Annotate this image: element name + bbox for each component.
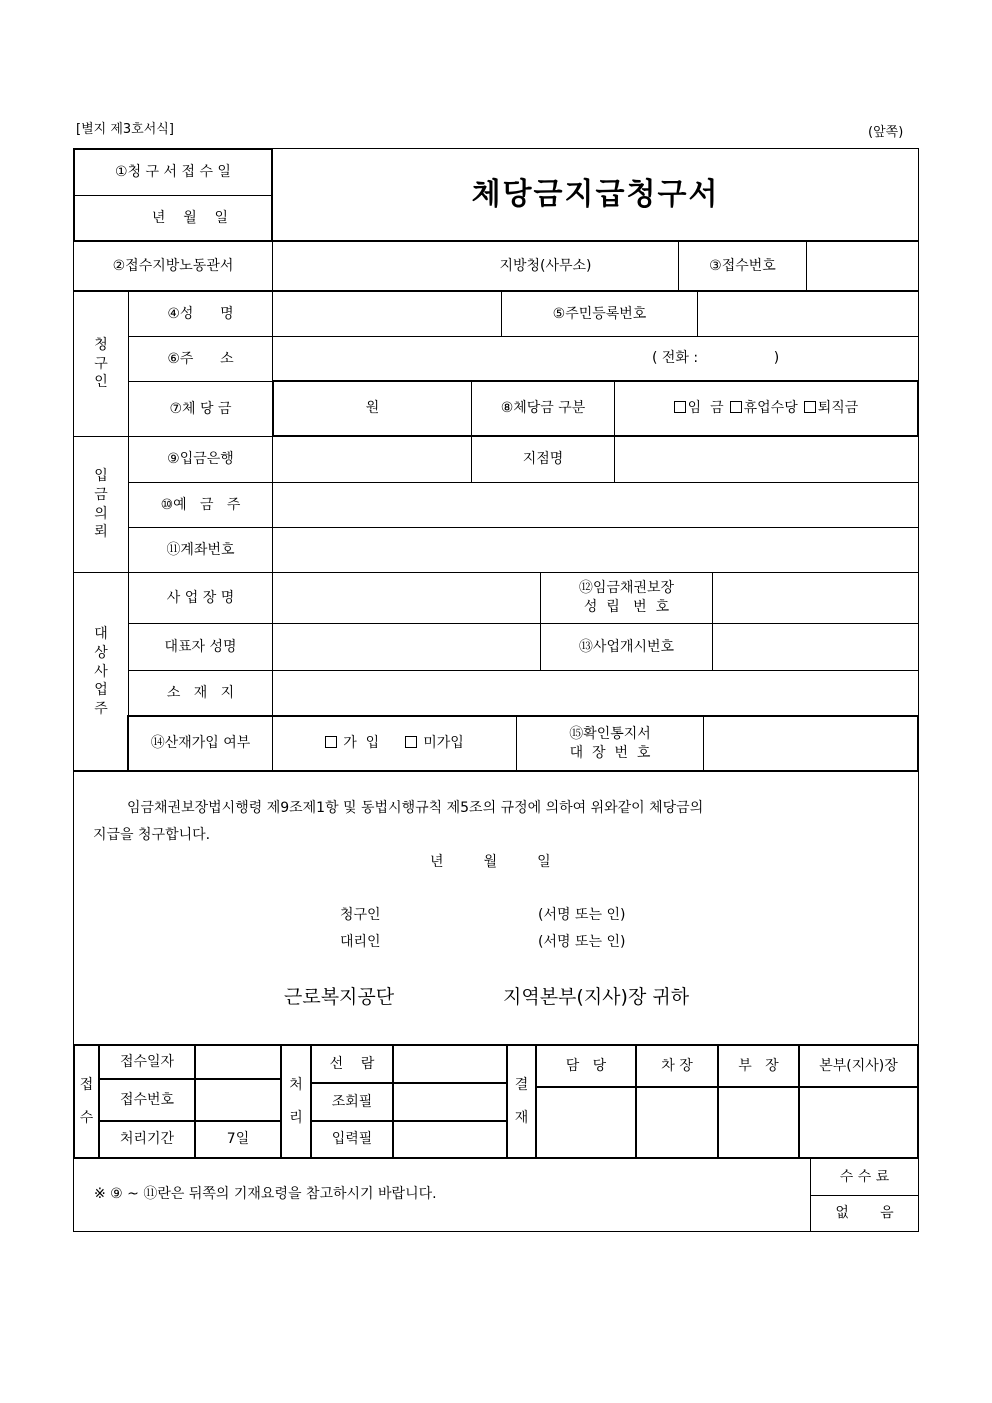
receipt-date-label: ①청 구 서 접 수 일: [115, 164, 231, 181]
approver-director: 본부(지사)장: [819, 1057, 898, 1074]
receipt-number-field[interactable]: [807, 242, 918, 290]
addressee-title: 지역본부(지사)장 귀하: [503, 986, 690, 1008]
section-char: 인: [94, 374, 108, 391]
divider: [73, 770, 919, 772]
section-char: 사: [94, 663, 108, 680]
section-char: 의: [94, 505, 108, 522]
checkbox-icon[interactable]: [730, 401, 742, 413]
approver-staff: 담 당: [565, 1057, 607, 1074]
bank-field[interactable]: [273, 437, 471, 482]
receipt-date-row-label: 접수일자: [119, 1053, 175, 1070]
page-title: 체당금지급청구서: [471, 176, 720, 212]
representative-label: 대표자 성명: [164, 638, 237, 655]
holder-field[interactable]: [273, 483, 918, 527]
phone-label: ( 전화 : ): [652, 350, 780, 366]
process-section-label: [282, 1046, 310, 1157]
amount-field[interactable]: [274, 382, 471, 434]
section-char: 청: [94, 336, 108, 353]
agent-sign-label: 대리인: [340, 934, 381, 950]
section-char: 접: [79, 1076, 94, 1093]
input-label: 입력필: [331, 1131, 373, 1148]
confirmation-number-label: [517, 717, 703, 770]
name-label: ④성 명: [167, 305, 234, 322]
option-label: 휴업수당: [743, 399, 798, 416]
statement-date: 년 월 일: [430, 854, 551, 870]
section-char: 입: [94, 467, 108, 484]
rrn-label: ⑤주민등록번호: [552, 305, 647, 322]
fee-value: 없 음: [835, 1205, 894, 1222]
receipt-number-label: ③접수번호: [709, 257, 776, 274]
insurance-options: [273, 717, 516, 770]
approver-deputy: 차 장: [661, 1057, 693, 1074]
label-line: 대 장 번 호: [569, 744, 651, 761]
approver-manager: 부 장: [738, 1057, 779, 1074]
approval-stamp-staff[interactable]: [537, 1088, 635, 1157]
section-char: 수: [79, 1109, 94, 1126]
branch-label: 지점명: [522, 451, 564, 468]
review-label: 선 람: [329, 1055, 375, 1072]
type-option-leave[interactable]: [730, 399, 798, 418]
option-label: 임 금: [687, 399, 724, 416]
approval-stamp-manager[interactable]: [719, 1088, 798, 1157]
insurance-option-joined[interactable]: [325, 734, 379, 753]
insurance-option-not-joined[interactable]: [405, 734, 464, 753]
label-line: ⑫임금채권보장: [578, 580, 675, 597]
type-label: ⑧체당금 구분: [500, 399, 586, 416]
section-char: 뢰: [94, 524, 108, 541]
inquiry-field[interactable]: [394, 1084, 506, 1120]
office-field[interactable]: [273, 242, 678, 290]
deposit-section-label: [74, 437, 128, 572]
option-label: 가 입: [343, 735, 380, 752]
period-value: 7일: [226, 1131, 250, 1148]
business-name-label: 사 업 장 명: [166, 589, 235, 606]
account-field[interactable]: [273, 528, 918, 572]
claimant-sign-note: (서명 또는 인): [538, 907, 626, 923]
review-field[interactable]: [394, 1046, 506, 1082]
receipt-number-row-label: 접수번호: [119, 1091, 175, 1108]
statement-line-1: 임금채권보장법시행령 제9조제1항 및 동법시행규칙 제5조의 규정에 의하여 위와같이 체당금의: [127, 800, 704, 816]
option-label: 퇴직금: [817, 399, 859, 416]
footer-note: ※ ⑨ ~ ⑪란은 뒤쪽의 기재요령을 참고하시기 바랍니다.: [94, 1186, 437, 1202]
branch-field[interactable]: [615, 437, 918, 482]
start-number-field[interactable]: [713, 624, 918, 670]
type-options: [615, 382, 917, 434]
employer-section-label: [74, 573, 128, 771]
section-char: 상: [94, 644, 108, 661]
inquiry-label: 조회필: [331, 1093, 373, 1110]
section-char: 대: [94, 625, 108, 642]
section-char: 금: [94, 486, 108, 503]
type-option-wage[interactable]: [674, 399, 724, 418]
office-suffix: 지방청(사무소): [499, 257, 592, 274]
section-char: 리: [289, 1109, 303, 1126]
type-option-severance[interactable]: [804, 399, 859, 418]
statement-line-2: 지급을 청구합니다.: [93, 827, 211, 843]
checkbox-icon[interactable]: [804, 401, 816, 413]
period-label: 처리기간: [119, 1131, 175, 1148]
confirmation-number-field[interactable]: [704, 717, 917, 770]
approval-section-label: [508, 1046, 535, 1157]
checkbox-icon[interactable]: [325, 736, 337, 748]
receipt-date-value: 년 월 일: [151, 210, 229, 227]
location-label: 소 재 지: [166, 685, 235, 702]
bank-label: ⑨입금은행: [167, 451, 234, 468]
approval-stamp-director[interactable]: [800, 1088, 917, 1157]
guarantee-number-field[interactable]: [713, 573, 918, 623]
input-field[interactable]: [394, 1122, 506, 1157]
section-char: 구: [94, 355, 108, 372]
guarantee-number-label: [541, 573, 712, 623]
section-char: 결: [514, 1076, 529, 1093]
fee-label: 수 수 료: [839, 1168, 890, 1185]
section-char: 주: [94, 701, 108, 718]
checkbox-icon[interactable]: [674, 401, 686, 413]
amount-label: ⑦체 당 금: [169, 400, 232, 417]
location-field[interactable]: [273, 671, 918, 716]
option-label: 미가입: [423, 735, 464, 752]
receipt-number-row-field[interactable]: [196, 1080, 280, 1120]
section-char: 처: [289, 1076, 303, 1093]
checkbox-icon[interactable]: [405, 736, 417, 748]
start-number-label: ⑬사업개시번호: [578, 638, 675, 655]
section-char: 업: [94, 682, 108, 699]
rrn-field[interactable]: [698, 292, 918, 336]
label-line: ⑮확인통지서: [569, 725, 651, 742]
account-label: ⑪계좌번호: [166, 541, 235, 558]
office-label: ②접수지방노동관서: [112, 257, 234, 274]
insurance-label: ⑭산재가입 여부: [150, 735, 251, 752]
name-field[interactable]: [273, 292, 501, 336]
divider: [917, 1045, 919, 1158]
approval-stamp-deputy[interactable]: [637, 1088, 717, 1157]
receipt-date-row-field[interactable]: [196, 1046, 280, 1078]
section-char: 재: [514, 1109, 529, 1126]
label-line: 성 립 번 호: [583, 599, 670, 615]
address-label: ⑥주 소: [167, 350, 234, 367]
amount-unit: 원: [365, 399, 380, 416]
business-name-field[interactable]: [273, 573, 540, 623]
address-field[interactable]: [273, 337, 918, 381]
addressee-org: 근로복지공단: [284, 986, 395, 1008]
holder-label: ⑩예 금 주: [160, 496, 241, 513]
claimant-section-label: [74, 292, 128, 436]
divider: [73, 1157, 919, 1159]
receipt-section-label: [75, 1046, 98, 1157]
agent-sign-note: (서명 또는 인): [538, 934, 626, 950]
page-side-label: (앞쪽): [868, 125, 904, 140]
form-number: [별지 제3호서식]: [76, 122, 174, 137]
claimant-sign-label: 청구인: [340, 907, 381, 923]
representative-field[interactable]: [273, 624, 540, 670]
